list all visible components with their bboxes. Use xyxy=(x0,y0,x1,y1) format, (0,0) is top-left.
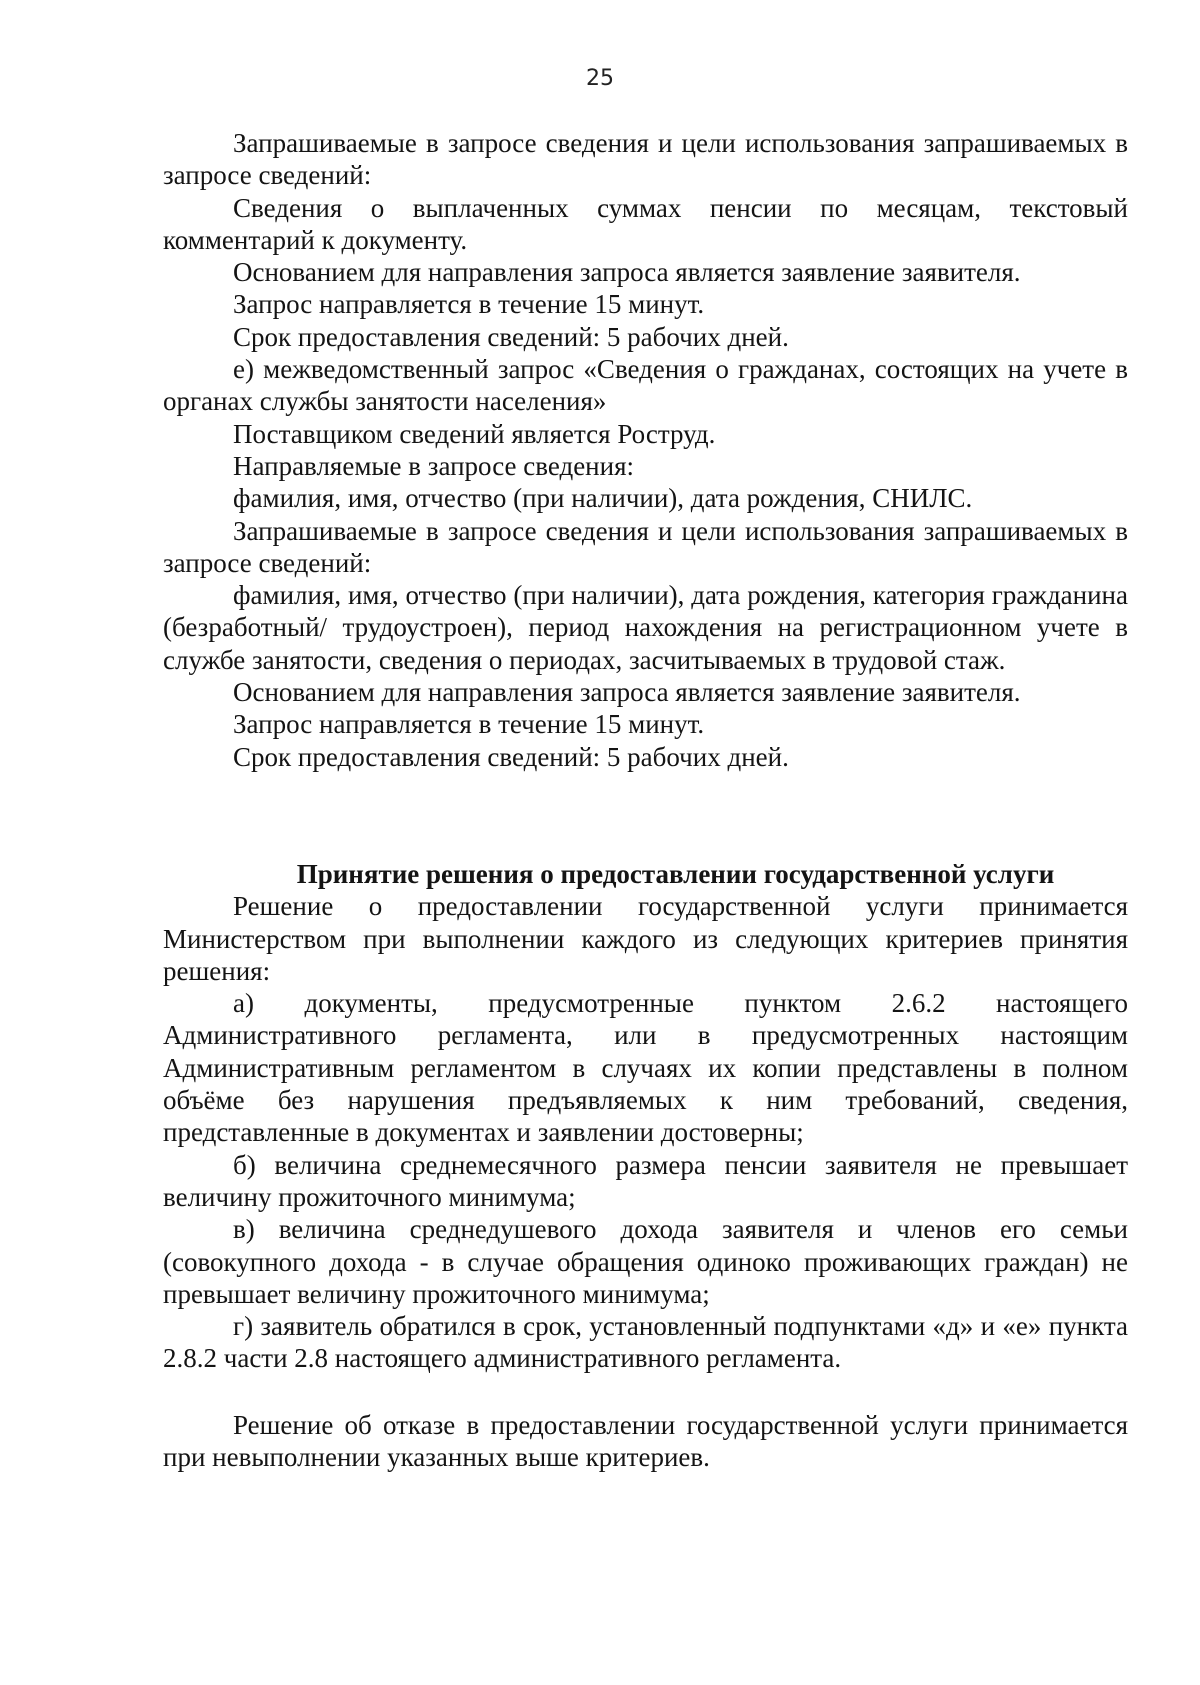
paragraph-basis-2: Основанием для направления запроса является заявление заявителя. xyxy=(233,677,1021,708)
page-number: 25 xyxy=(586,66,614,91)
paragraph-request-time: Запрос направляется в течение 15 минут. xyxy=(233,289,705,320)
paragraph-sent-info: фамилия, имя, отчество (при наличии), дата рождения, СНИЛС. xyxy=(233,483,973,514)
paragraph-provider: Поставщиком сведений является Роструд. xyxy=(233,418,716,449)
document-body xyxy=(163,127,1128,1473)
paragraph-interagency-request-e: е) межведомственный запрос «Сведения о гражданах, состоящих на учете в органах службы занятости населения» xyxy=(163,354,1128,417)
paragraph-request-time-2: Запрос направляется в течение 15 минут. xyxy=(233,709,705,740)
paragraph-response-term: Срок предоставления сведений: 5 рабочих дней. xyxy=(233,321,789,352)
paragraph-requested-info-list: фамилия, имя, отчество (при наличии), дата рождения, категория гражданина (безработный/ трудоустроен), период нахождения на регистрационном учете в службе занятости, сведения о периодах, засчитываемых в трудовой стаж. xyxy=(163,580,1128,675)
paragraph-response-term-2: Срок предоставления сведений: 5 рабочих дней. xyxy=(233,741,789,772)
section-heading: Принятие решения о предоставлении государственной услуги xyxy=(296,858,1055,889)
paragraph-sent-info-title: Направляемые в запросе сведения: xyxy=(233,450,634,481)
paragraph-pension-info: Сведения о выплаченных суммах пенсии по месяцам, текстовый комментарий к документу. xyxy=(163,192,1128,255)
paragraph-criterion-v: в) величина среднедушевого дохода заявителя и членов его семьи (совокупного дохода - в случае обращения одиноко проживающих граждан) не превышает величину прожиточного минимума; xyxy=(163,1214,1128,1309)
paragraph-requested-info-2: Запрашиваемые в запросе сведения и цели использования запрашиваемых в запросе сведений: xyxy=(163,515,1128,578)
paragraph-criterion-g: г) заявитель обратился в срок, установленный подпунктами «д» и «е» пункта 2.8.2 части 2.8 настоящего административного регламента. xyxy=(163,1311,1128,1374)
paragraph-criterion-b: б) величина среднемесячного размера пенсии заявителя не превышает величину прожиточного минимума; xyxy=(163,1149,1128,1212)
paragraph-requested-info: Запрашиваемые в запросе сведения и цели использования запрашиваемых в запросе сведений: xyxy=(163,128,1128,191)
paragraph-criterion-a: а) документы, предусмотренные пунктом 2.6.2 настоящего Административного регламента, или в предусмотренных настоящим Административным регламентом в случаях их копии представлены в полном объёме без нарушения предъявляемых к ним требований, сведения, представленные в документах и заявлении достоверны; xyxy=(163,988,1128,1148)
paragraph-refusal: Решение об отказе в предоставлении государственной услуги принимается при невыполнении указанных выше критериев. xyxy=(163,1409,1128,1472)
paragraph-basis: Основанием для направления запроса является заявление заявителя. xyxy=(233,257,1021,288)
paragraph-decision-intro: Решение о предоставлении государственной услуги принимается Министерством при выполнении каждого из следующих критериев принятия решения: xyxy=(163,891,1128,986)
